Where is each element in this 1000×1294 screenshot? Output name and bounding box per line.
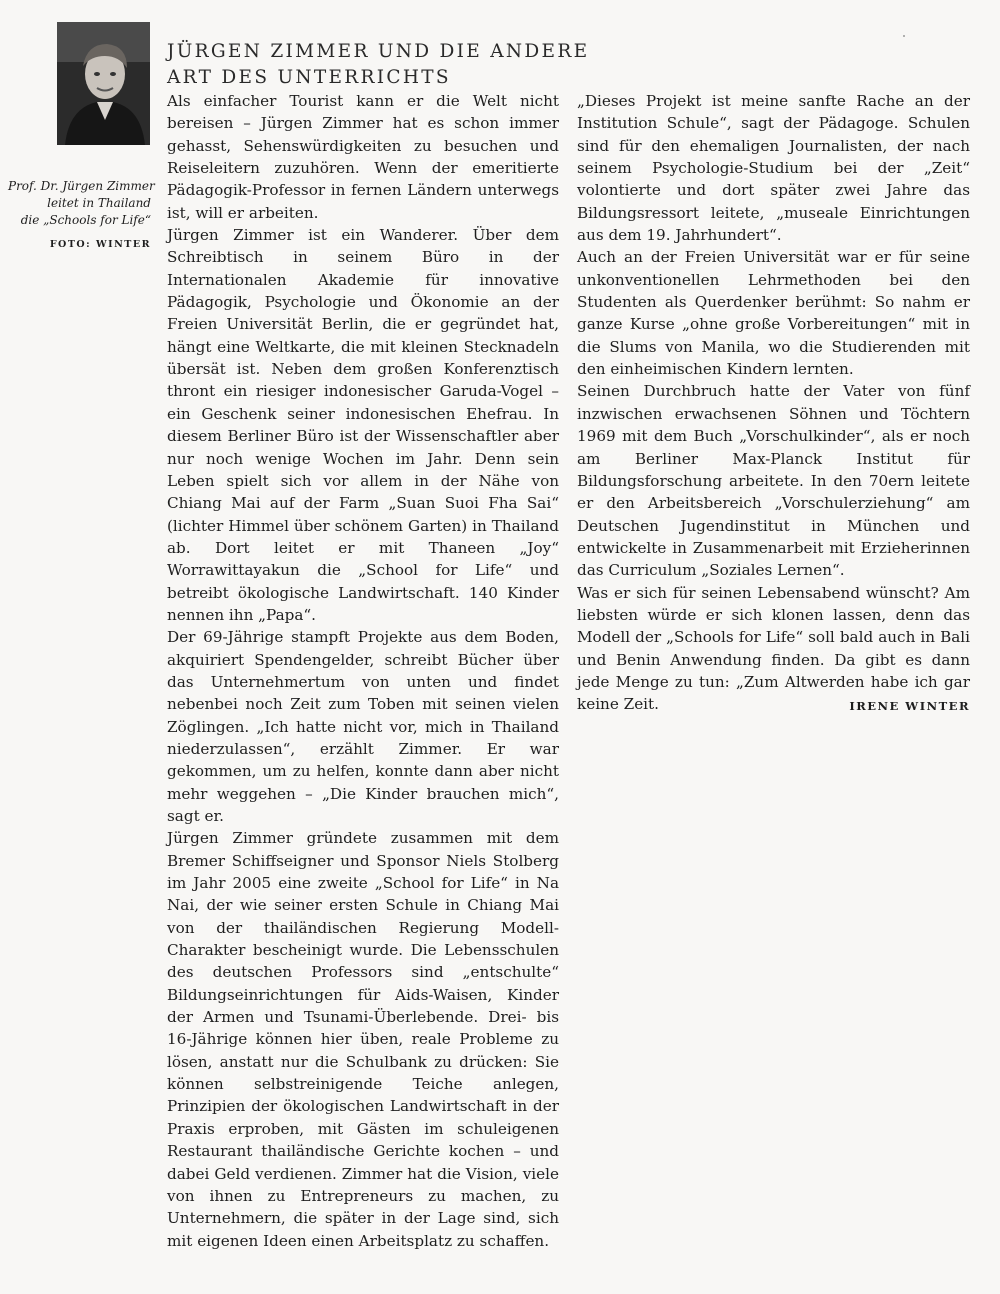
article-headline [167,39,590,91]
article-column-right [577,90,970,718]
author-byline: IRENE WINTER [849,699,970,714]
paragraph-1: Als einfacher Tourist kann er die Welt nicht bereisen – Jürgen Zimmer hat es schon immer gehasst, Sehenswürdigkeiten zu besuchen und Reiseleitern zuzuhören. Wenn der emeritierte Pädagogik-Professor in fernen Ländern unterwegs ist, will er arbeiten. [167,92,559,222]
paragraph-8-text: Was er sich für seinen Lebensabend wünscht? Am liebsten würde er sich klonen lassen, denn das Modell der „Schools for Life“ soll bald auch in Bali und Benin Anwendung finden. Da gibt es dann jede Menge zu tun: „Zum Altwerden habe ich gar keine Zeit. [577,583,970,714]
paragraph-2: Jürgen Zimmer ist ein Wanderer. Über dem Schreibtisch in seinem Büro in der Internationalen Akademie für innovative Pädagogik, Psychologie und Ökonomie an der Freien Universität Berlin, die er gegründet hat, hängt eine Weltkarte, die mit kleinen Stecknadeln übersät ist. Neben dem großen Konferenztisch thront ein riesiger indonesischer Garuda-Vogel – ein Geschenk seiner indonesischen Ehefrau. In diesem Berliner Büro ist der Wissenschaftler aber nur noch wenige Wochen im Jahr. Denn sein Leben spielt sich vor allem in der Nähe von Chiang Mai auf der Farm „Suan Suoi Fha Sai“ (lichter Himmel über schönem Garten) in Thailand ab. Dort leitet er mit Thaneen „Joy“ Worrawittayakun die „School for Life“ und betreibt ökologische Landwirtschaft. 140 Kinder nennen ihn „Papa“. [167,226,559,624]
headline-line-1: JÜRGEN ZIMMER UND DIE ANDERE [167,41,590,62]
paragraph-3: Der 69-Jährige stampft Projekte aus dem Boden, akquiriert Spendengelder, schreibt Bücher über das Unternehmertum von unten und findet nebenbei noch Zeit zum Toben mit seinen vielen Zöglingen. „Ich hatte nicht vor, mich in Thailand niederzulassen“, erzählt Zimmer. Er war gekommen, um zu helfen, konnte dann aber nicht mehr weggehen – „Die Kinder brauchen mich“, sagt er. [167,628,559,825]
paragraph-7: Seinen Durchbruch hatte der Vater von fünf inzwischen erwachsenen Söhnen und Töchtern 1969 mit dem Buch „Vorschulkinder“, als er noch am Berliner Max-Planck Institut für Bildungsforschung arbeitete. In den 70ern leitete er den Arbeitsbereich „Vorschulerziehung“ am Deutschen Jugendinstitut in München und entwickelte in Zusammenarbeit mit Erzieherinnen das Curriculum „Soziales Lernen“. [577,382,970,580]
photo-credit: FOTO: WINTER [49,239,151,250]
caption-line: Prof. Dr. Jürgen Zimmer [8,179,155,193]
paper-speck [903,35,905,37]
portrait-image [57,22,150,145]
caption-line: die „Schools for Life“ [20,213,151,227]
paragraph-4: Jürgen Zimmer gründete zusammen mit dem Bremer Schiffseigner und Sponsor Niels Stolberg im Jahr 2005 eine zweite „School for Life“ in Na Nai, der wie seiner ersten Schule in Chiang Mai von der thailändischen Regierung Modell-Charakter bescheinigt wurde. Die Lebensschulen des deutschen Professors sind „entschulte“ Bildungseinrichtungen für Aids-Waisen, Kinder der Armen und Tsunami-Überlebende. Drei- bis 16-Jährige können hier üben, reale Probleme zu lösen, anstatt nur die Schulbank zu drücken: Sie können selbstreinigende Teiche anlegen, Prinzipien der ökologischen Landwirtschaft in der Praxis erproben, mit Gästen im schuleigenen Restaurant thailändische Gerichte kochen – und dabei Geld verdienen. Zimmer hat die Vision, viele von ihnen zu Entrepreneurs zu machen, zu Unternehmern, die später in der Lage sind, sich mit eigenen Ideen einen Arbeitsplatz zu schaffen. [167,829,559,1250]
article-column-left [167,90,559,1252]
portrait-photo [57,22,150,145]
photo-caption [8,178,155,229]
paragraph-5: „Dieses Projekt ist meine sanfte Rache an der Institution Schule“, sagt der Pädagoge. Schulen sind für den ehemaligen Journalisten, der nach seinem Psychologie-Studium bei der „Zeit“ volontierte und dort später zwei Jahre das Bildungsressort leitete, „museale Einrichtungen aus dem 19. Jahrhundert“. [577,92,970,245]
headline-line-2: ART DES UNTERRICHTS [167,67,451,88]
paragraph-8 [577,582,970,716]
caption-line: leitet in Thailand [47,196,151,210]
paragraph-6: Auch an der Freien Universität war er für seine unkonventionellen Lehrmethoden bei den Studenten als Querdenker berühmt: So nahm er ganze Kurse „ohne große Vorbereitungen“ mit in die Slums von Manila, wo die Studierenden mit den einheimischen Kindern lernten. [577,248,970,379]
